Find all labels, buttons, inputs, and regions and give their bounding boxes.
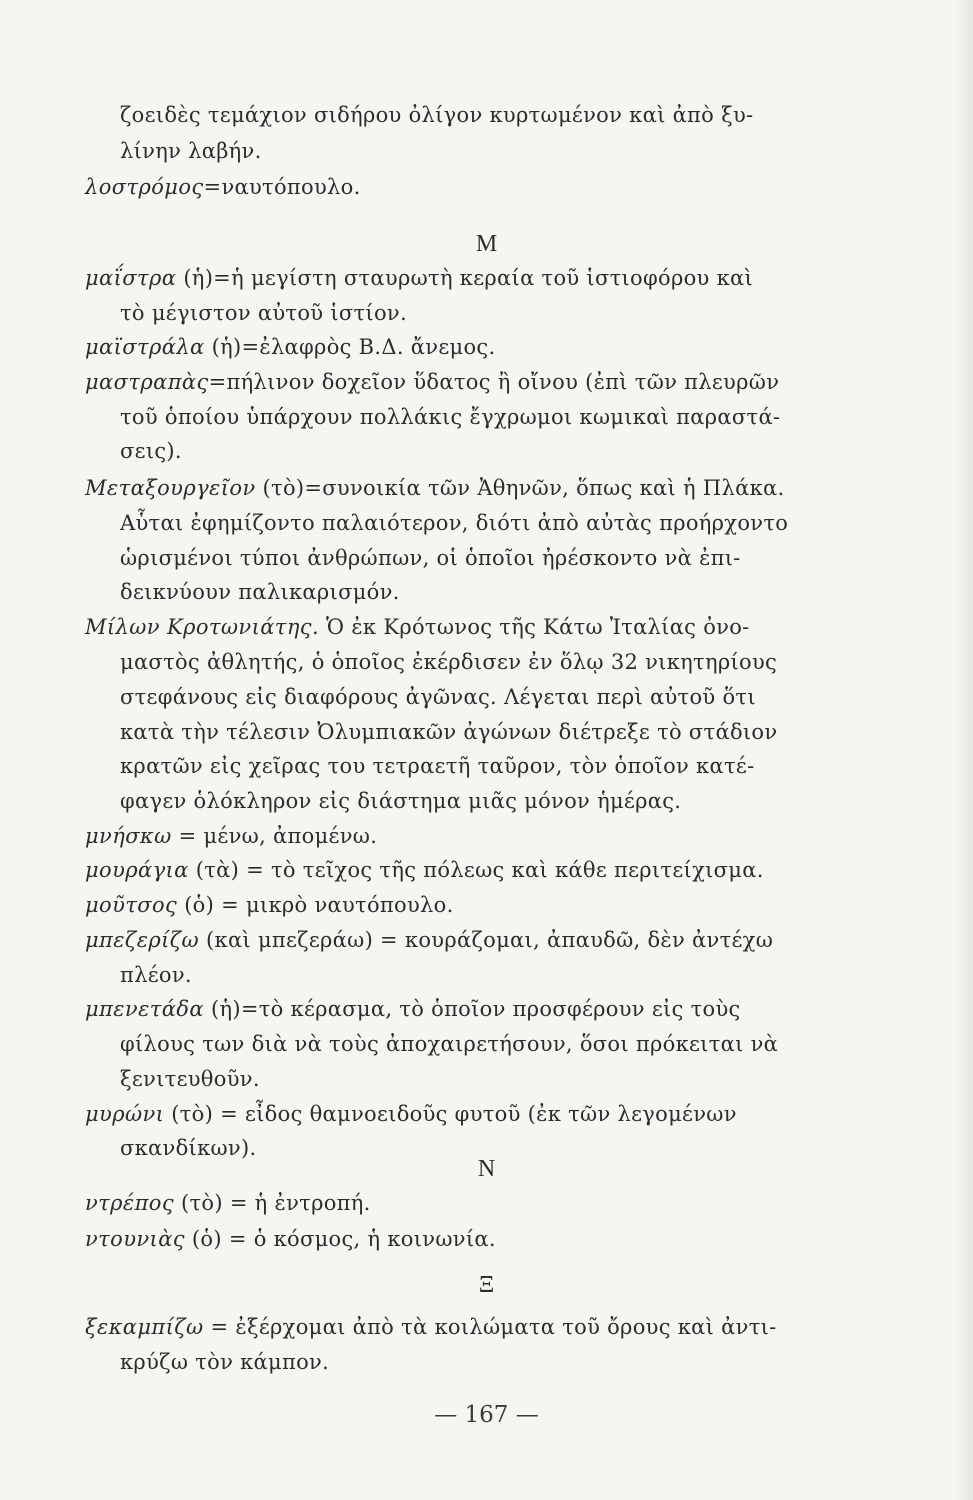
entry-definition: (ὁ) = μικρὸ ναυτόπουλο. [177,893,454,917]
text-line: στεφάνους εἰς διαφόρους ἀγῶνας. Λέγεται περὶ αὐτοῦ ὅτι [120,685,756,709]
entry-definition: (τὸ)=συνοικία τῶν Ἀθηνῶν, ὅπως καὶ ἡ Πλάκα. [255,476,785,500]
dictionary-entry [85,995,741,1023]
text-line: πλέον. [120,963,192,987]
text-line: κρύζω τὸν κάμπον. [120,1350,330,1374]
entry-term: μαϊστράλα [85,335,205,359]
page-number: — 167 — [434,1402,539,1428]
dictionary-entry [85,822,377,850]
dictionary-entry [85,264,753,292]
entry-definition: (ἡ)=ἡ μεγίστη σταυρωτὴ κεραία τοῦ ἱστιοφόρου καὶ [176,266,754,290]
entry-definition: (καὶ μπεζεράω) = κουράζομαι, ἀπαυδῶ, δὲν ἀντέχω [199,928,774,952]
text-line: κρατῶν εἰς χεῖρας του τετραετῆ ταῦρον, τὸν ὁποῖον κατέ- [120,754,755,778]
entry-definition: (τὰ) = τὸ τεῖχος τῆς πόλεως καὶ κάθε περιτείχισμα. [188,858,764,882]
dictionary-entry [85,333,495,361]
entry-definition: =ναυτόπουλο. [203,175,361,199]
section-heading-letter: Ξ [478,1272,495,1298]
entry-definition: =πήλινον δοχεῖον ὕδατος ἢ οἴνου (ἐπὶ τῶν πλευρῶν [208,370,780,394]
text-line: λίνην λαβήν. [120,139,262,163]
entry-term: Μεταξουργεῖον [85,476,256,500]
dictionary-entry [85,474,784,502]
section-heading-letter: Ν [477,1156,496,1182]
dictionary-entry [85,368,779,396]
entry-term: μυρώνι [85,1102,165,1126]
dictionary-entry [85,1225,496,1253]
entry-definition: (τὸ) = εἶδος θαμνοειδοῦς φυτοῦ (ἐκ τῶν λεγομένων [164,1102,737,1126]
entry-term: λοστρόμος [85,175,204,199]
text-line: φαγεν ὁλόκληρον εἰς διάστημα μιᾶς μόνον ἡμέρας. [120,789,682,813]
entry-term: μαΐστρα [85,266,177,290]
dictionary-entry [85,1100,737,1128]
entry-term: ξεκαμπίζω [85,1315,204,1339]
entry-term: ντρέπος [85,1191,175,1215]
dictionary-entry [85,891,454,919]
dictionary-entry [85,1313,777,1341]
entry-term: Μίλων Κροτωνιάτης. [85,615,320,639]
text-line: ὡρισμένοι τύποι ἀνθρώπων, οἱ ὁποῖοι ἠρέσκοντο νὰ ἐπι- [120,546,741,570]
entry-term: μαστραπὰς [85,370,209,394]
entry-term: μοῦτσος [85,893,178,917]
dictionary-entry [85,613,750,641]
text-line: φίλους των διὰ νὰ τοὺς ἀποχαιρετήσουν, ὅσοι πρόκειται νὰ [120,1032,779,1056]
entry-definition: (τὸ) = ἡ ἐντροπή. [174,1191,371,1215]
text-line: τοῦ ὁποίου ὑπάρχουν πολλάκις ἔγχρωμοι κωμικαὶ παραστά- [120,405,781,429]
dictionary-entry [85,856,764,884]
entry-definition: Ὁ ἐκ Κρότωνος τῆς Κάτω Ἰταλίας ὀνο- [319,615,750,639]
entry-term: ντουνιὰς [85,1227,185,1251]
entry-definition: = ἐξέρχομαι ἀπὸ τὰ κοιλώματα τοῦ ὄρους καὶ ἀντι- [203,1315,777,1339]
entry-term: μνήσκω [85,824,172,848]
entry-term: μπενετάδα [85,997,204,1021]
text-line: μαστὸς ἀθλητής, ὁ ὁποῖος ἐκέρδισεν ἐν ὅλῳ 32 νικητηρίους [120,650,778,674]
text-line: ζοειδὲς τεμάχιον σιδήρου ὀλίγον κυρτωμένον καὶ ἀπὸ ξυ- [120,103,754,127]
text-line: σκανδίκων). [120,1136,257,1160]
dictionary-entry [85,1189,371,1217]
text-line: σεις). [120,439,182,463]
text-line: ξενιτευθοῦν. [120,1067,260,1091]
entry-term: μουράγια [85,858,189,882]
section-heading-letter: Μ [475,231,498,257]
text-line: κατὰ τὴν τέλεσιν Ὀλυμπιακῶν ἀγώνων διέτρεξε τὸ στάδιον [120,720,778,744]
entry-term: μπεζερίζω [85,928,200,952]
dictionary-entry [85,173,361,201]
text-line: τὸ μέγιστον αὐτοῦ ἱστίον. [120,301,407,325]
text-line: δεικνύουν παλικαρισμόν. [120,580,400,604]
dictionary-entry [85,926,773,954]
entry-definition: (ἡ)=τὸ κέρασμα, τὸ ὁποῖον προσφέρουν εἰς τοὺς [203,997,741,1021]
entry-definition: (ὁ) = ὁ κόσμος, ἡ κοινωνία. [184,1227,496,1251]
text-line: Αὗται ἐφημίζοντο παλαιότερον, διότι ἀπὸ αὐτὰς προήρχοντο [120,511,789,535]
entry-definition: = μένω, ἀπομένω. [171,824,378,848]
entry-definition: (ἡ)=ἐλαφρὸς Β.Δ. ἄνεμος. [204,335,496,359]
